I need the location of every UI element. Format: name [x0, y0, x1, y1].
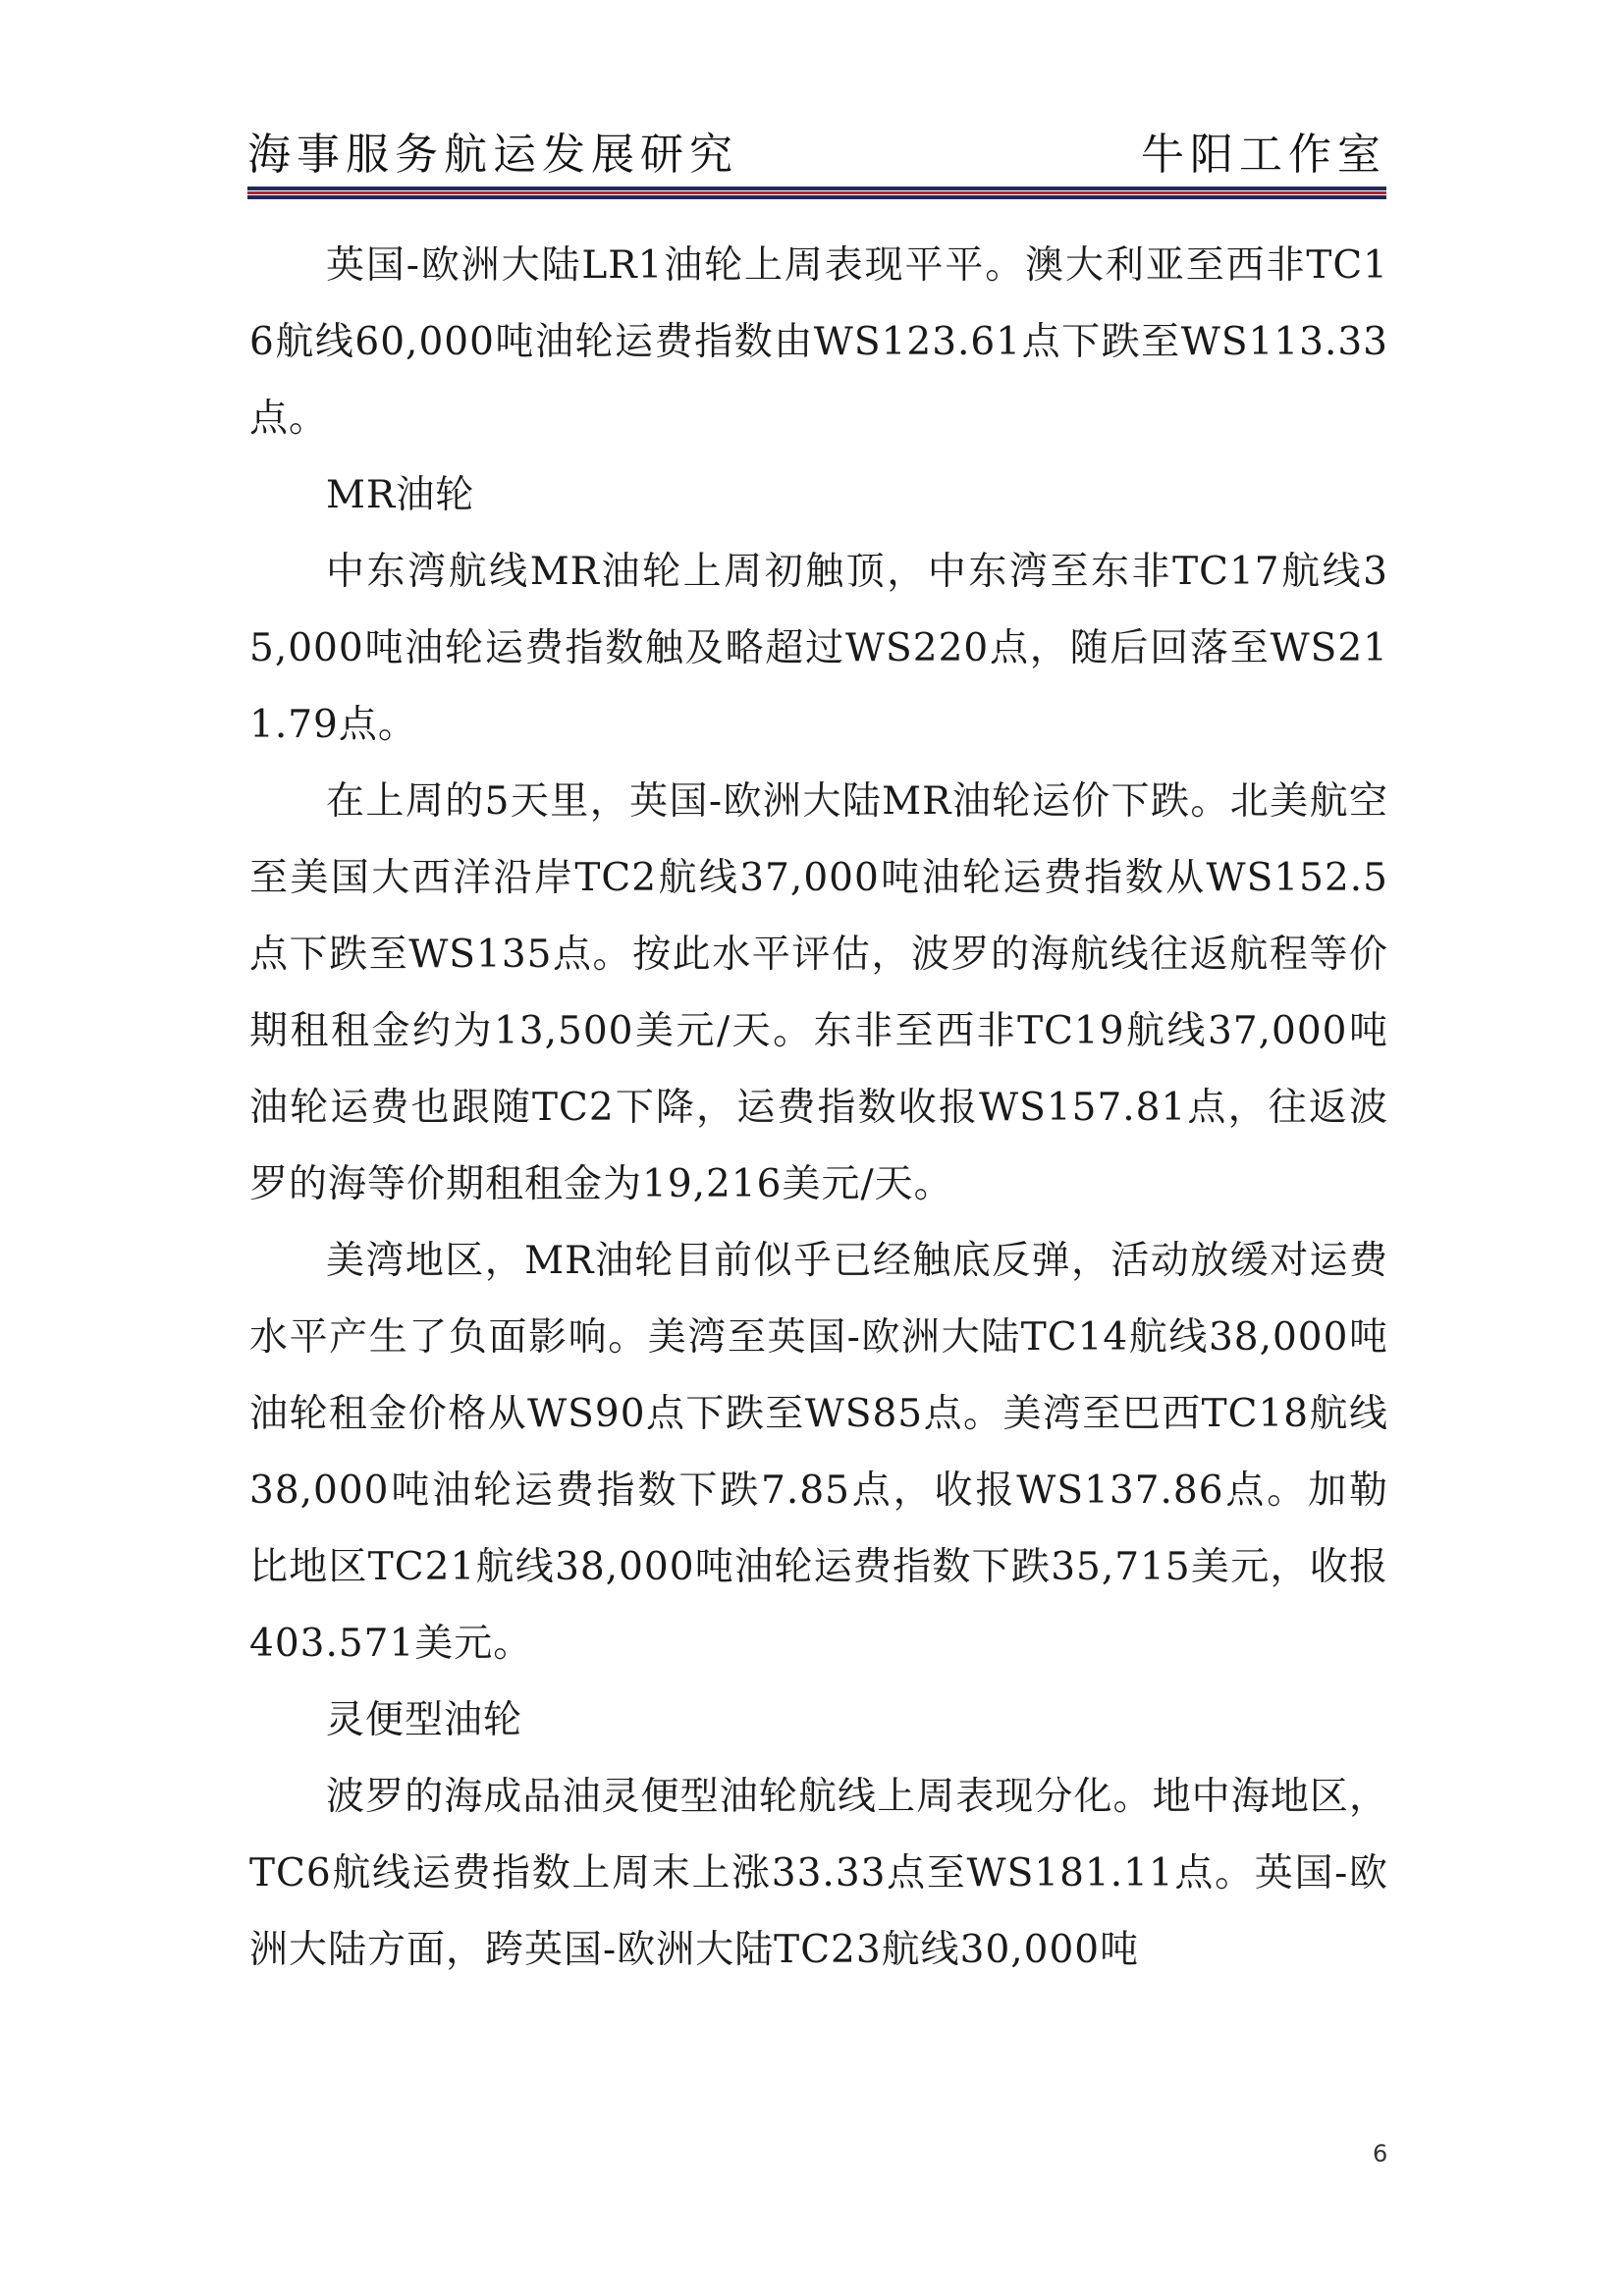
- paragraph-uk-continent-mr: 在上周的5天里，英国-欧洲大陆MR油轮运价下跌。北美航空至美国大西洋沿岸TC2航线37,000吨油轮运费指数从WS152.5点下跌至WS135点。按此水平评估，波罗的海航线往返航程等价期租租金约为13,500美元/天。东非至西非TC19航线37,000吨油轮运费也跟随TC2下降，运费指数收报WS157.81点，往返波罗的海等价期租租金为19,216美元/天。: [249, 779, 1388, 1206]
- paragraph-mideast-gulf: 中东湾航线MR油轮上周初触顶，中东湾至东非TC17航线35,000吨油轮运费指数触及略超过WS220点，随后回落至WS211.79点。: [249, 550, 1388, 747]
- document-body: [249, 228, 1388, 1989]
- paragraph-us-gulf: 美湾地区，MR油轮目前似乎已经触底反弹，活动放缓对运费水平产生了负面影响。美湾至英国-欧洲大陆TC14航线38,000吨油轮租金价格从WS90点下跌至WS85点。美湾至巴西TC18航线38,000吨油轮运费指数下跌7.85点，收报WS137.86点。加勒比地区TC21航线38,000吨油轮运费指数下跌35,715美元，收报403.571美元。: [249, 1239, 1388, 1666]
- section-heading-mr: MR油轮: [326, 473, 475, 517]
- header-right-title: 牛阳工作室: [1141, 130, 1386, 180]
- paragraph-baltic-handysize: 波罗的海成品油灵便型油轮航线上周表现分化。地中海地区，TC6航线运费指数上周末上涨33.33点至WS181.11点。英国-欧洲大陆方面，跨英国-欧洲大陆TC23航线30,000吨: [249, 1775, 1388, 1972]
- page-number: 6: [1373, 2140, 1388, 2167]
- header-left-title: 海事服务航运发展研究: [247, 130, 738, 180]
- header-rule-bottom: [247, 195, 1386, 199]
- section-heading-handysize: 灵便型油轮: [326, 1698, 523, 1742]
- paragraph-lr1-summary: 英国-欧洲大陆LR1油轮上周表现平平。澳大利亚至西非TC16航线60,000吨油轮运费指数由WS123.61点下跌至WS113.33点。: [249, 243, 1388, 441]
- page-header: [247, 126, 1386, 185]
- header-rule-top: [247, 187, 1386, 190]
- header-rule-middle: [247, 191, 1386, 194]
